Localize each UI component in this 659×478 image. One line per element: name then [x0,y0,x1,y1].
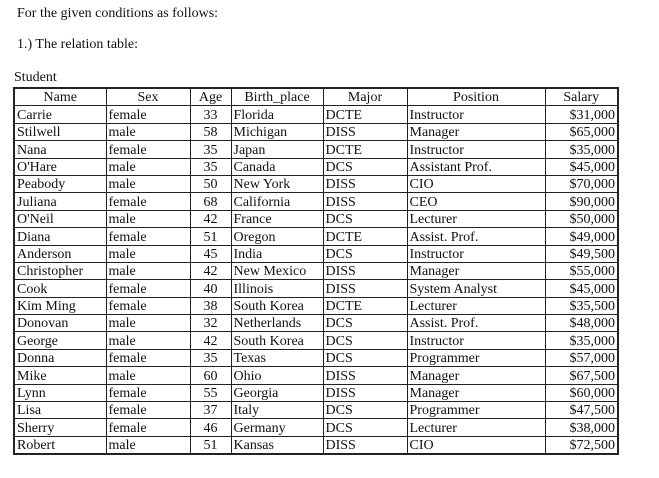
table-row [14,106,618,123]
major-cell: DCTE [323,141,407,158]
sex-cell: male [106,245,190,262]
table-row [14,419,618,436]
name-cell: Kim Ming [14,297,106,314]
salary-cell: $49,500 [545,245,618,262]
major-cell: DCS [323,245,407,262]
sex-cell: female [106,402,190,419]
position-cell: CEO [407,193,545,210]
name-cell: Cook [14,280,106,297]
table-row [14,332,618,349]
major-cell: DCS [323,402,407,419]
sex-cell: male [106,332,190,349]
name-cell: Diana [14,228,106,245]
table-row [14,262,618,279]
position-cell: Programmer [407,402,545,419]
position-cell: Assistant Prof. [407,158,545,175]
age-cell: 58 [190,123,231,140]
position-cell: Instructor [407,141,545,158]
name-cell: Anderson [14,245,106,262]
birth-place-cell: Japan [231,141,323,158]
salary-cell: $90,000 [545,193,618,210]
salary-cell: $45,000 [545,280,618,297]
birth-place-cell: India [231,245,323,262]
table-caption: Student [14,70,57,85]
position-cell: Lecturer [407,297,545,314]
age-cell: 35 [190,349,231,366]
sex-cell: female [106,193,190,210]
column-header-age: Age [190,88,231,106]
position-cell: CIO [407,436,545,454]
birth-place-cell: California [231,193,323,210]
age-cell: 35 [190,141,231,158]
column-header-position: Position [407,88,545,106]
age-cell: 42 [190,332,231,349]
position-cell: CIO [407,175,545,192]
major-cell: DCTE [323,228,407,245]
birth-place-cell: Ohio [231,367,323,384]
birth-place-cell: Michigan [231,123,323,140]
major-cell: DISS [323,123,407,140]
sex-cell: female [106,384,190,401]
position-cell: Programmer [407,349,545,366]
position-cell: Lecturer [407,210,545,227]
sex-cell: male [106,315,190,332]
birth-place-cell: South Korea [231,297,323,314]
birth-place-cell: Canada [231,158,323,175]
table-row [14,123,618,140]
position-cell: Manager [407,367,545,384]
birth-place-cell: France [231,210,323,227]
name-cell: Peabody [14,175,106,192]
table-row [14,436,618,454]
sex-cell: male [106,210,190,227]
document-heading: For the given conditions as follows: [17,6,219,21]
name-cell: Stilwell [14,123,106,140]
age-cell: 45 [190,245,231,262]
birth-place-cell: Oregon [231,228,323,245]
age-cell: 40 [190,280,231,297]
salary-cell: $35,000 [545,141,618,158]
section-subheading: 1.) The relation table: [17,37,139,52]
age-cell: 68 [190,193,231,210]
major-cell: DISS [323,280,407,297]
salary-cell: $47,500 [545,402,618,419]
major-cell: DCS [323,419,407,436]
name-cell: Mike [14,367,106,384]
major-cell: DISS [323,193,407,210]
position-cell: Instructor [407,245,545,262]
birth-place-cell: Texas [231,349,323,366]
position-cell: Manager [407,123,545,140]
sex-cell: female [106,349,190,366]
age-cell: 50 [190,175,231,192]
salary-cell: $60,000 [545,384,618,401]
position-cell: Assist. Prof. [407,315,545,332]
name-cell: Christopher [14,262,106,279]
birth-place-cell: Germany [231,419,323,436]
major-cell: DISS [323,367,407,384]
birth-place-cell: Netherlands [231,315,323,332]
table-row [14,245,618,262]
sex-cell: female [106,419,190,436]
column-header-major: Major [323,88,407,106]
major-cell: DISS [323,436,407,454]
age-cell: 46 [190,419,231,436]
sex-cell: male [106,175,190,192]
birth-place-cell: Illinois [231,280,323,297]
salary-cell: $31,000 [545,106,618,123]
table-row [14,367,618,384]
position-cell: Manager [407,262,545,279]
major-cell: DCS [323,315,407,332]
salary-cell: $35,000 [545,332,618,349]
sex-cell: male [106,262,190,279]
salary-cell: $67,500 [545,367,618,384]
age-cell: 60 [190,367,231,384]
position-cell: Assist. Prof. [407,228,545,245]
age-cell: 33 [190,106,231,123]
name-cell: Donovan [14,315,106,332]
sex-cell: female [106,297,190,314]
age-cell: 51 [190,436,231,454]
salary-cell: $72,500 [545,436,618,454]
table-row [14,297,618,314]
major-cell: DISS [323,262,407,279]
salary-cell: $48,000 [545,315,618,332]
name-cell: Lynn [14,384,106,401]
major-cell: DCS [323,210,407,227]
column-header-birth-place: Birth_place [231,88,323,106]
major-cell: DCS [323,158,407,175]
table-header-row [14,88,618,106]
name-cell: Juliana [14,193,106,210]
name-cell: Lisa [14,402,106,419]
birth-place-cell: South Korea [231,332,323,349]
sex-cell: female [106,228,190,245]
table-row [14,402,618,419]
major-cell: DCTE [323,297,407,314]
sex-cell: male [106,367,190,384]
birth-place-cell: Italy [231,402,323,419]
table-row [14,193,618,210]
position-cell: Instructor [407,106,545,123]
major-cell: DISS [323,175,407,192]
name-cell: Carrie [14,106,106,123]
table-row [14,349,618,366]
name-cell: Donna [14,349,106,366]
sex-cell: male [106,123,190,140]
name-cell: Nana [14,141,106,158]
table-row [14,141,618,158]
table-row [14,228,618,245]
salary-cell: $38,000 [545,419,618,436]
salary-cell: $70,000 [545,175,618,192]
table-row [14,158,618,175]
birth-place-cell: Florida [231,106,323,123]
table-row [14,280,618,297]
age-cell: 37 [190,402,231,419]
sex-cell: female [106,106,190,123]
name-cell: Sherry [14,419,106,436]
salary-cell: $45,000 [545,158,618,175]
student-relation-table [13,87,619,455]
position-cell: Manager [407,384,545,401]
age-cell: 42 [190,210,231,227]
sex-cell: male [106,158,190,175]
age-cell: 38 [190,297,231,314]
salary-cell: $50,000 [545,210,618,227]
sex-cell: female [106,141,190,158]
table-row [14,315,618,332]
birth-place-cell: New York [231,175,323,192]
table-row [14,210,618,227]
major-cell: DCS [323,332,407,349]
age-cell: 35 [190,158,231,175]
age-cell: 55 [190,384,231,401]
sex-cell: female [106,280,190,297]
age-cell: 42 [190,262,231,279]
birth-place-cell: Kansas [231,436,323,454]
table-body [14,106,618,454]
column-header-sex: Sex [106,88,190,106]
name-cell: O'Neil [14,210,106,227]
position-cell: Lecturer [407,419,545,436]
major-cell: DCTE [323,106,407,123]
table-row [14,175,618,192]
age-cell: 32 [190,315,231,332]
salary-cell: $35,500 [545,297,618,314]
salary-cell: $49,000 [545,228,618,245]
major-cell: DCS [323,349,407,366]
name-cell: George [14,332,106,349]
age-cell: 51 [190,228,231,245]
salary-cell: $65,000 [545,123,618,140]
major-cell: DISS [323,384,407,401]
position-cell: System Analyst [407,280,545,297]
name-cell: Robert [14,436,106,454]
salary-cell: $57,000 [545,349,618,366]
salary-cell: $55,000 [545,262,618,279]
birth-place-cell: New Mexico [231,262,323,279]
position-cell: Instructor [407,332,545,349]
table-row [14,384,618,401]
birth-place-cell: Georgia [231,384,323,401]
column-header-salary: Salary [545,88,618,106]
sex-cell: male [106,436,190,454]
name-cell: O'Hare [14,158,106,175]
column-header-name: Name [14,88,106,106]
